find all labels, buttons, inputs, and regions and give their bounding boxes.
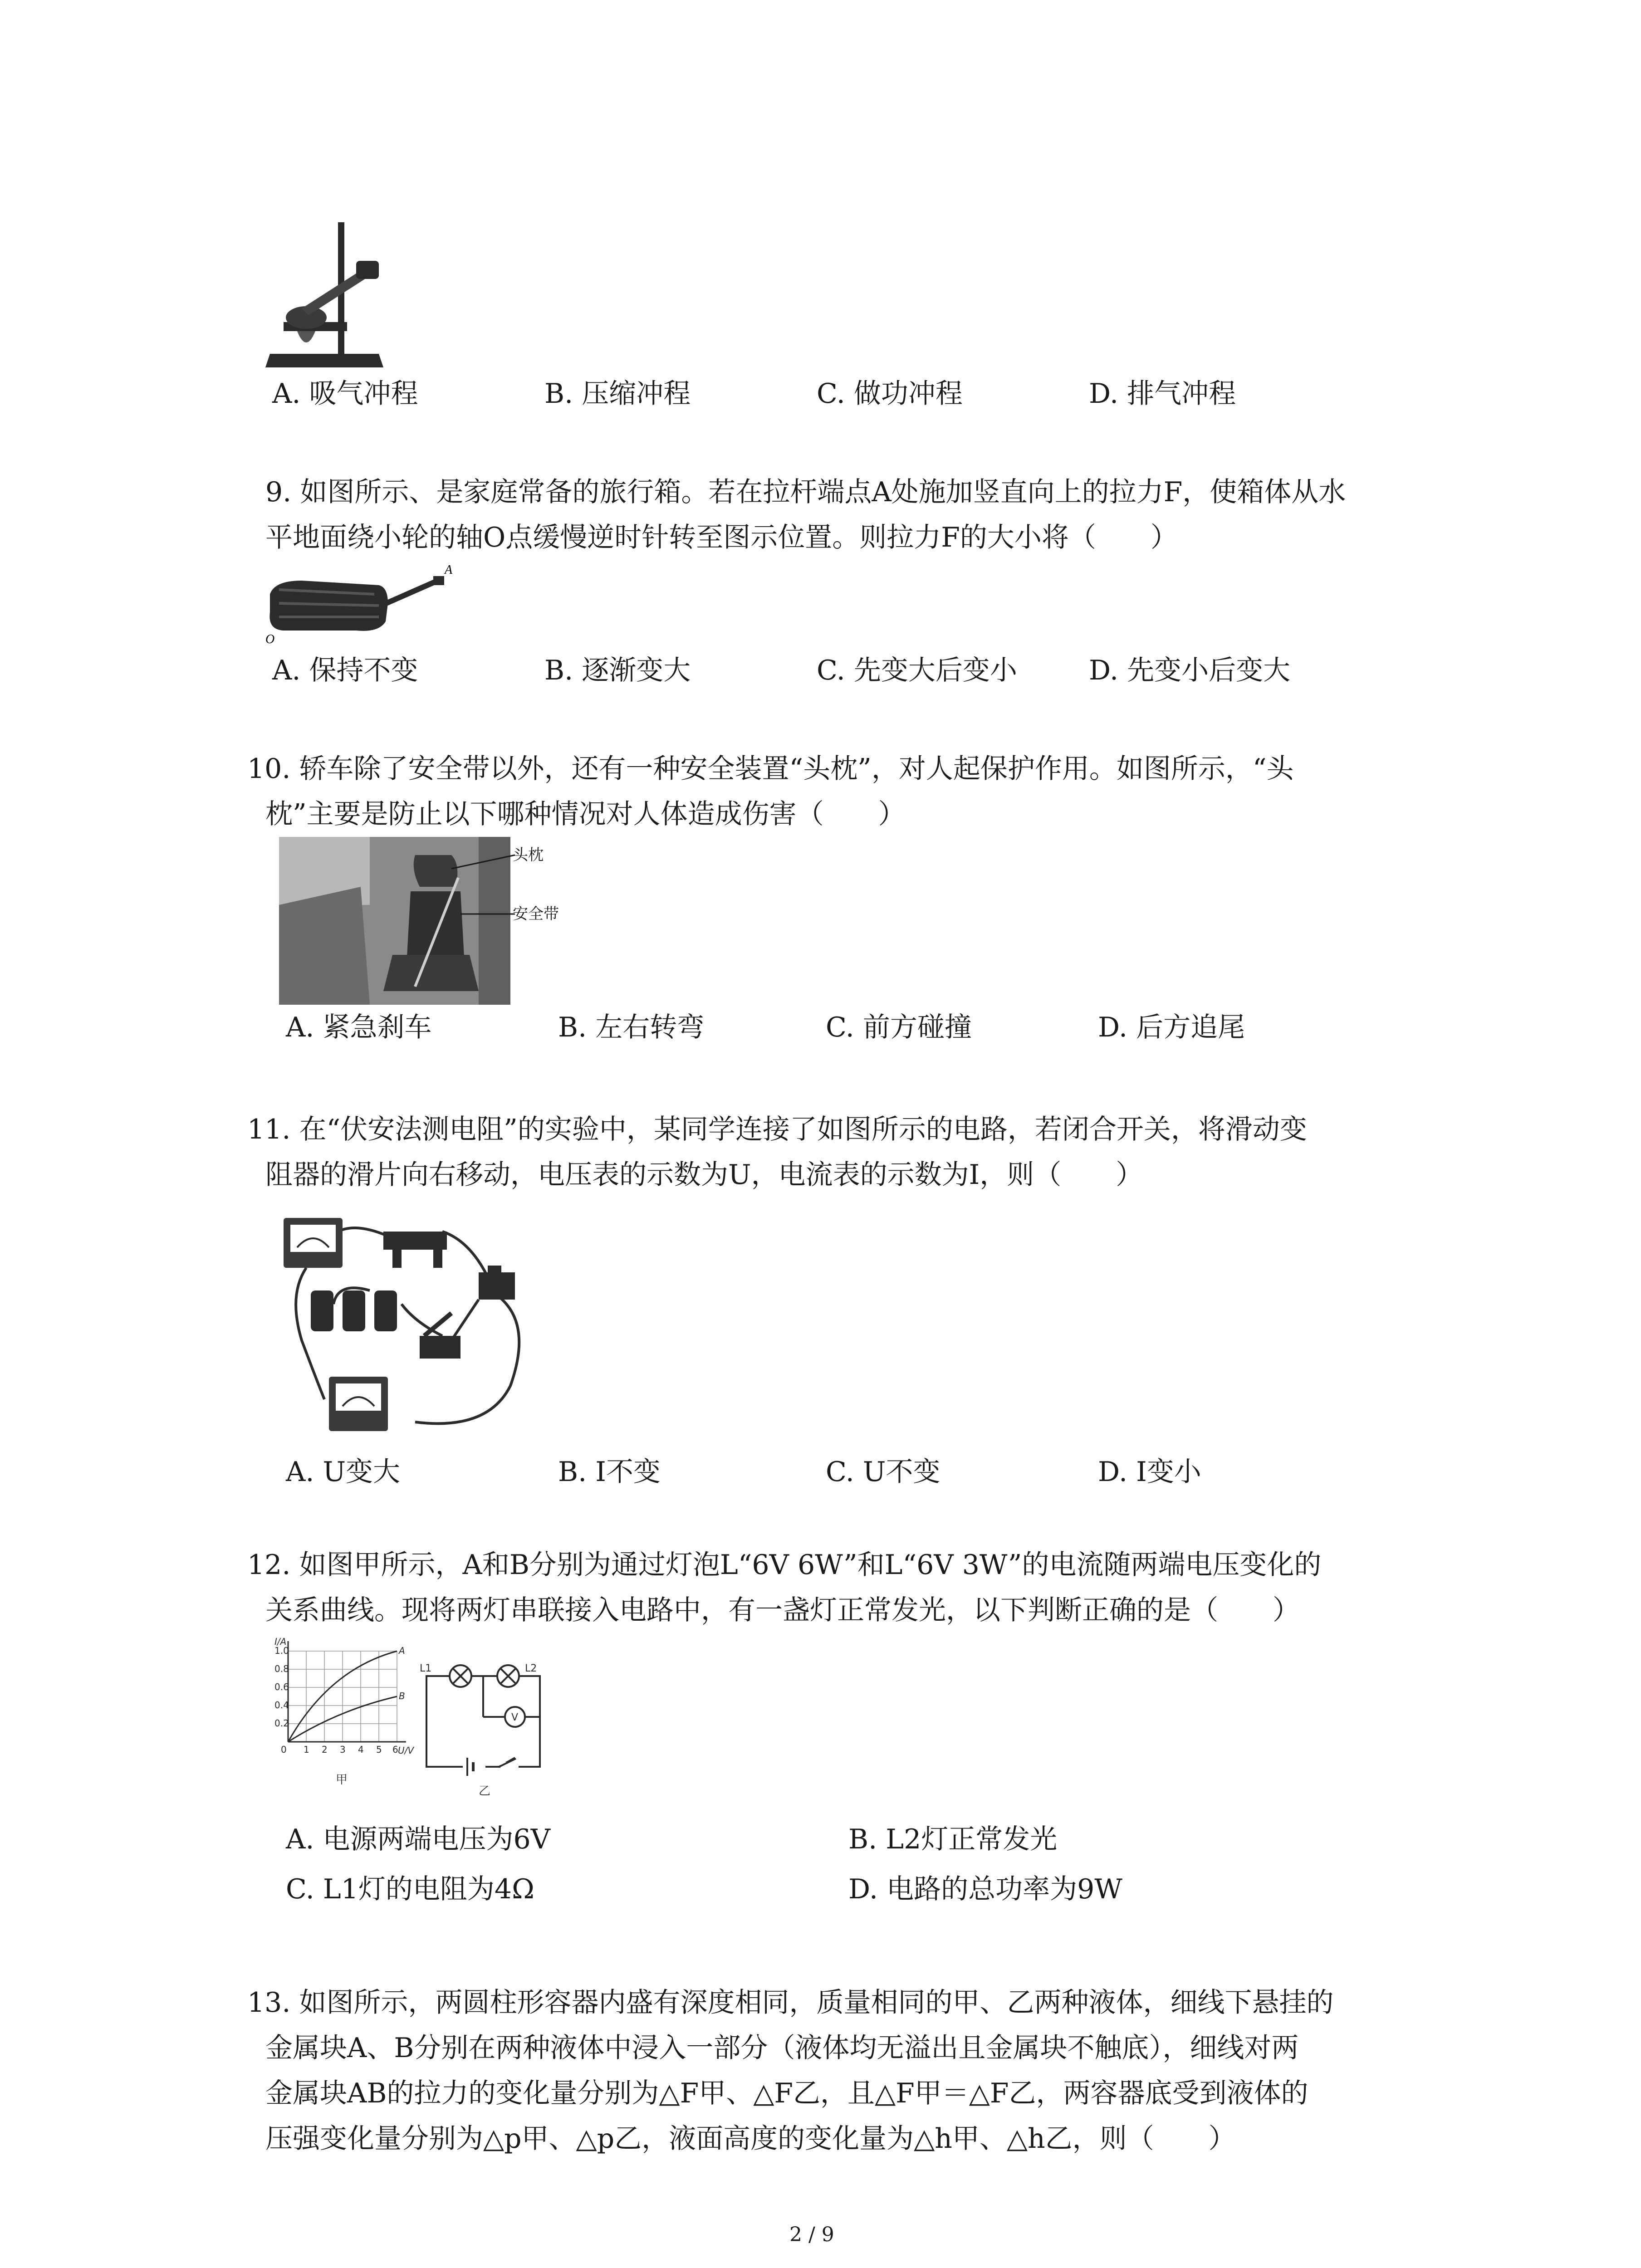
- q8-figure-engine-apparatus: [265, 218, 388, 372]
- q12-option-a: A. 电源两端电压为6V: [286, 1823, 550, 1855]
- q12-figure-series-circuit: [420, 1662, 547, 1801]
- q9-label-o: O: [265, 632, 275, 646]
- q11-stem-line1: 11. 在“伏安法测电阻”的实验中，某同学连接了如图所示的电路，若闭合开关，将滑动变: [247, 1114, 1307, 1145]
- q10-label-headrest: 头枕: [513, 846, 544, 864]
- q8-option-b: B. 压缩冲程: [544, 378, 691, 410]
- xtick-5: 5: [376, 1744, 382, 1755]
- lamp-l2-label: L2: [525, 1663, 537, 1674]
- ytick-0_6: 0.6: [274, 1681, 289, 1692]
- curve-a-label: A: [399, 1645, 405, 1656]
- q10-stem-line1: 10. 轿车除了安全带以外，还有一种安全装置“头枕”，对人起保护作用。如图所示，“头: [247, 753, 1294, 785]
- q10-figure-car-interior: [279, 837, 510, 1005]
- xtick-1: 1: [304, 1744, 309, 1755]
- q13-stem-line2: 金属块A、B分别在两种液体中浸入一部分（液体均无溢出且金属块不触底），细线对两: [265, 2032, 1299, 2064]
- q12-option-c: C. L1灯的电阻为4Ω: [286, 1873, 534, 1905]
- voltmeter-label: V: [511, 1712, 519, 1723]
- q11-figure-circuit-photo: [279, 1204, 542, 1447]
- q12-stem-line1: 12. 如图甲所示，A和B分别为通过灯泡L“6V 6W”和L“6V 3W”的电流随两端电压变化的: [247, 1549, 1322, 1581]
- q10-label-seatbelt: 安全带: [513, 905, 559, 923]
- q12-stem-line2: 关系曲线。现将两灯串联接入电路中，有一盏灯正常发光，以下判断正确的是（ ）: [265, 1594, 1300, 1626]
- q9-stem-line2: 平地面绕小轮的轴O点缓慢逆时针转至图示位置。则拉力F的大小将（ ）: [265, 522, 1178, 553]
- q11-option-a: A. U变大: [286, 1456, 401, 1488]
- ytick-0_4: 0.4: [274, 1700, 289, 1711]
- q9-stem-line1: 9. 如图所示、是家庭常备的旅行箱。若在拉杆端点A处施加竖直向上的拉力F，使箱体从水: [265, 476, 1346, 508]
- q10-option-c: C. 前方碰撞: [826, 1012, 972, 1043]
- caption-jia: 甲: [336, 1773, 348, 1787]
- q11-option-b: B. I不变: [558, 1456, 661, 1488]
- q9-option-b: B. 逐渐变大: [544, 655, 691, 686]
- graph-ylabel: I/A: [274, 1636, 287, 1647]
- q12-option-b: B. L2灯正常发光: [848, 1823, 1058, 1855]
- q11-stem-line2: 阻器的滑片向右移动，电压表的示数为U，电流表的示数为I，则（ ）: [265, 1159, 1143, 1191]
- curve-b-label: B: [399, 1691, 405, 1701]
- q13-stem-line4: 压强变化量分别为△p甲、△p乙，液面高度的变化量为△h甲、△h乙，则（ ）: [265, 2123, 1236, 2155]
- q9-figure-suitcase: [265, 562, 456, 644]
- q12-figure-iv-graph: [274, 1636, 414, 1801]
- xtick-3: 3: [340, 1744, 346, 1755]
- q9-option-d: D. 先变小后变大: [1089, 655, 1291, 686]
- q10-option-a: A. 紧急刹车: [286, 1012, 432, 1043]
- xtick-6: 6: [392, 1744, 398, 1755]
- xtick-2: 2: [322, 1744, 328, 1755]
- q13-stem-line1: 13. 如图所示，两圆柱形容器内盛有深度相同，质量相同的甲、乙两种液体，细线下悬挂的: [247, 1987, 1334, 2019]
- xtick-4: 4: [358, 1744, 364, 1755]
- q10-option-d: D. 后方追尾: [1098, 1012, 1245, 1043]
- q8-option-a: A. 吸气冲程: [272, 378, 418, 410]
- ytick-1: 1.0: [274, 1645, 289, 1656]
- q13-stem-line3: 金属块AB的拉力的变化量分别为△F甲、△F乙，且△F甲＝△F乙，两容器底受到液体的: [265, 2077, 1308, 2109]
- q12-option-d: D. 电路的总功率为9W: [848, 1873, 1122, 1905]
- q8-option-d: D. 排气冲程: [1089, 378, 1236, 410]
- q8-option-c: C. 做功冲程: [817, 378, 963, 410]
- q9-option-a: A. 保持不变: [272, 655, 418, 686]
- q9-label-a: A: [445, 563, 453, 577]
- caption-yi: 乙: [479, 1784, 491, 1798]
- q11-option-d: D. I变小: [1098, 1456, 1201, 1488]
- q11-option-c: C. U不变: [826, 1456, 941, 1488]
- ytick-0_8: 0.8: [274, 1663, 289, 1674]
- ytick-0_2: 0.2: [274, 1718, 289, 1729]
- lamp-l1-label: L1: [420, 1663, 432, 1674]
- q10-option-b: B. 左右转弯: [558, 1012, 705, 1043]
- q10-stem-line2: 枕”主要是防止以下哪种情况对人体造成伤害（ ）: [265, 798, 906, 830]
- origin-label: 0: [281, 1744, 287, 1755]
- graph-xlabel: U/V: [398, 1745, 414, 1756]
- page-number: 2 / 9: [789, 2223, 834, 2246]
- q9-option-c: C. 先变大后变小: [817, 655, 1017, 686]
